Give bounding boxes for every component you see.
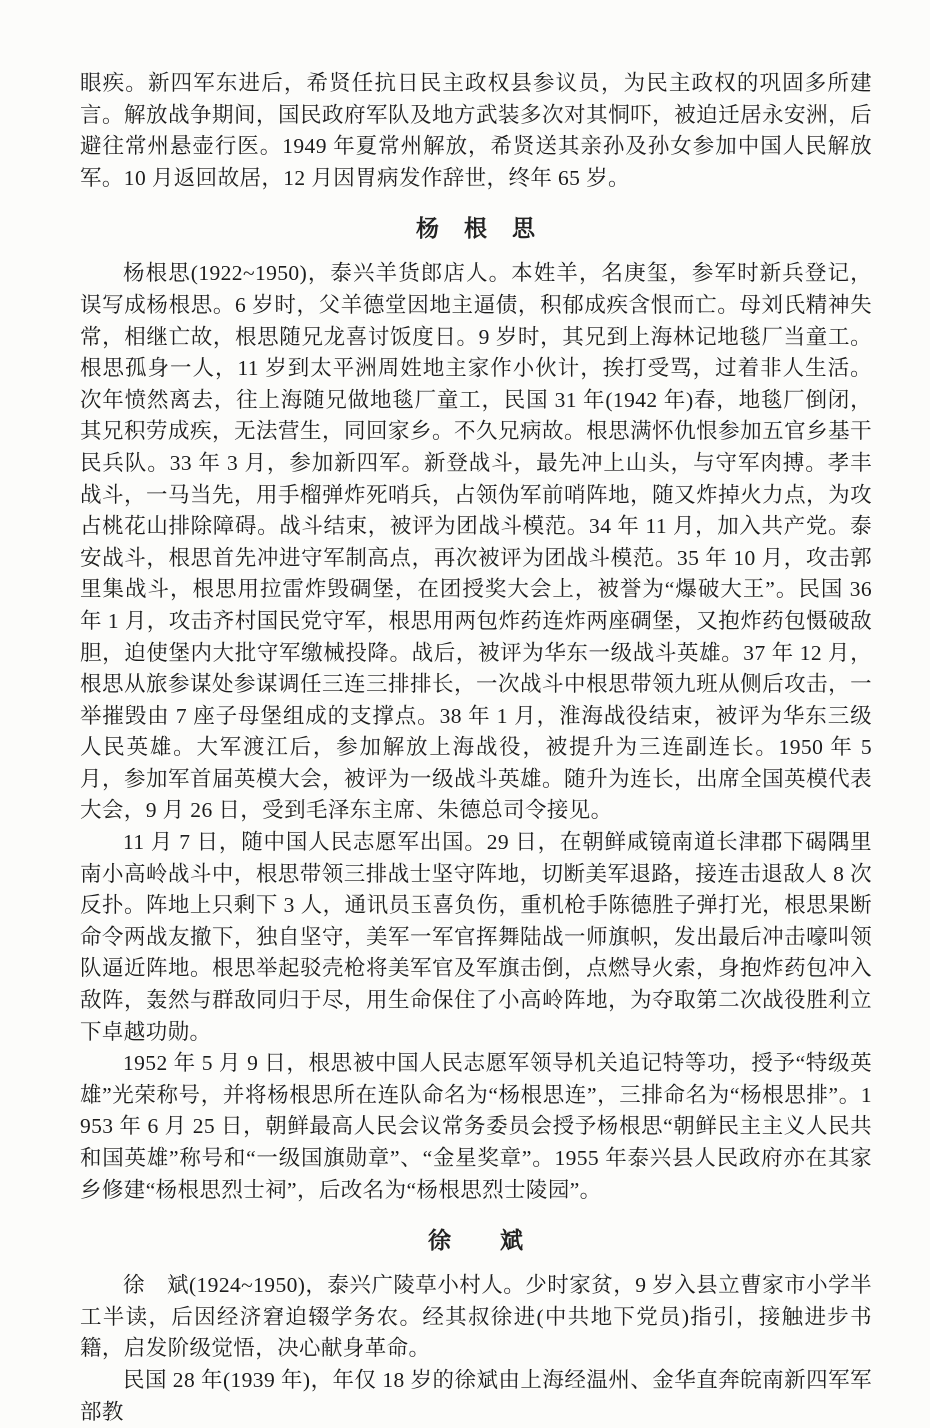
xu-bin-paragraph-1: 徐 斌(1924~1950)，泰兴广陵草小村人。少时家贫，9 岁入县立曹家市小学半工半读，后因经济窘迫辍学务农。经其叔徐进(中共地下党员)指引，接触进步书籍，启发阶级觉悟，决心献身革命。 [80,1273,872,1361]
yang-gensi-paragraph-3: 1952 年 5 月 9 日，根思被中国人民志愿军领导机关追记特等功，授予“特级英雄”光荣称号，并将杨根思所在连队命名为“杨根思连”，三排命名为“杨根思排”。1953 年 6 月 25 日，朝鲜最高人民会议常务委员会授予杨根思“朝鲜民主主义人民共和国英雄”称号和“一级国旗勋章”、“金星奖章”。1955 年泰兴县人民政府亦在其家乡修建“杨根思烈士祠”，后改名为“杨根思烈士陵园”。 [80,1051,872,1202]
yang-gensi-paragraph-1: 杨根思(1922~1950)，泰兴羊货郎店人。本姓羊，名庚玺，参军时新兵登记，误写成杨根思。6 岁时，父羊德堂因地主逼债，积郁成疾含恨而亡。母刘氏精神失常，相继亡故，根思随兄龙喜讨饭度日。9 岁时，其兄到上海林记地毯厂当童工。根思孤身一人，11 岁到太平洲周姓地主家作小伙计，挨打受骂，过着非人生活。次年愤然离去，往上海随兄做地毯厂童工，民国 31 年(1942 年)春，地毯厂倒闭，其兄积劳成疾，无法营生，同回家乡。不久兄病故。根思满怀仇恨参加五官乡基干民兵队。33 年 3 月，参加新四军。新登战斗，最先冲上山头，与守军肉搏。孝丰战斗，一马当先，用手榴弹炸死哨兵，占领伪军前哨阵地，随又炸掉火力点，为攻占桃花山排除障碍。战斗结束，被评为团战斗模范。34 年 11 月，加入共产党。泰安战斗，根思首先冲进守军制高点，再次被评为团战斗模范。35 年 10 月，攻击郭里集战斗，根思用拉雷炸毁碉堡，在团授奖大会上，被誉为“爆破大王”。民国 36 年 1 月，攻击齐村国民党守军，根思用两包炸药连炸两座碉堡，又抱炸药包慑破敌胆，迫使堡内大批守军缴械投降。战后，被评为华东一级战斗英雄。37 年 12 月，根思从旅参谋处参谋调任三连三排排长，一次战斗中根思带领九班从侧后攻击，一举摧毁由 7 座子母堡组成的支撑点。38 年 1 月，淮海战役结束，被评为华东三级人民英雄。大军渡江后，参加解放上海战役，被提升为三连副连长。1950 年 5 月，参加军首届英模大会，被评为一级战斗英雄。随升为连长，出席全国英模代表大会，9 月 26 日，受到毛泽东主席、朱德总司令接见。 [80,261,872,823]
entry-heading-xu-bin: 徐 斌 [428,1228,524,1254]
yang-gensi-paragraph-2: 11 月 7 日，随中国人民志愿军出国。29 日，在朝鲜咸镜南道长津郡下碣隅里南小高岭战斗中，根思带领三排战士坚守阵地，切断美军退路，接连击退敌人 8 次反扑。阵地上只剩下 3 人，通讯员玉喜负伤，重机枪手陈德胜子弹打光，根思果断命令两战友撤下，独自坚守，美军一军官挥舞陆战一师旗帜，发出最后冲击嚎叫领队逼近阵地。根思举起驳壳枪将美军官及军旗击倒，点燃导火索，身抱炸药包冲入敌阵，轰然与群敌同归于尽，用生命保住了小高岭阵地，为夺取第二次战役胜利立下卓越功勋。 [80,830,872,1044]
xu-bin-paragraph-2: 民国 28 年(1939 年)，年仅 18 岁的徐斌由上海经温州、金华直奔皖南新四军军部教 [80,1367,872,1424]
entry-heading-yang-gensi: 杨 根 思 [416,216,536,242]
text-block [80,68,872,1428]
continuation-paragraph: 眼疾。新四军东进后，希贤任抗日民主政权县参议员，为民主政权的巩固多所建言。解放战争期间，国民政府军队及地方武装多次对其恫吓，被迫迁居永安洲，后避往常州悬壶行医。1949 年夏常州解放，希贤送其亲孙及孙女参加中国人民解放军。10 月返回故居，12 月因胃病发作辞世，终年 65 岁。 [80,71,872,190]
